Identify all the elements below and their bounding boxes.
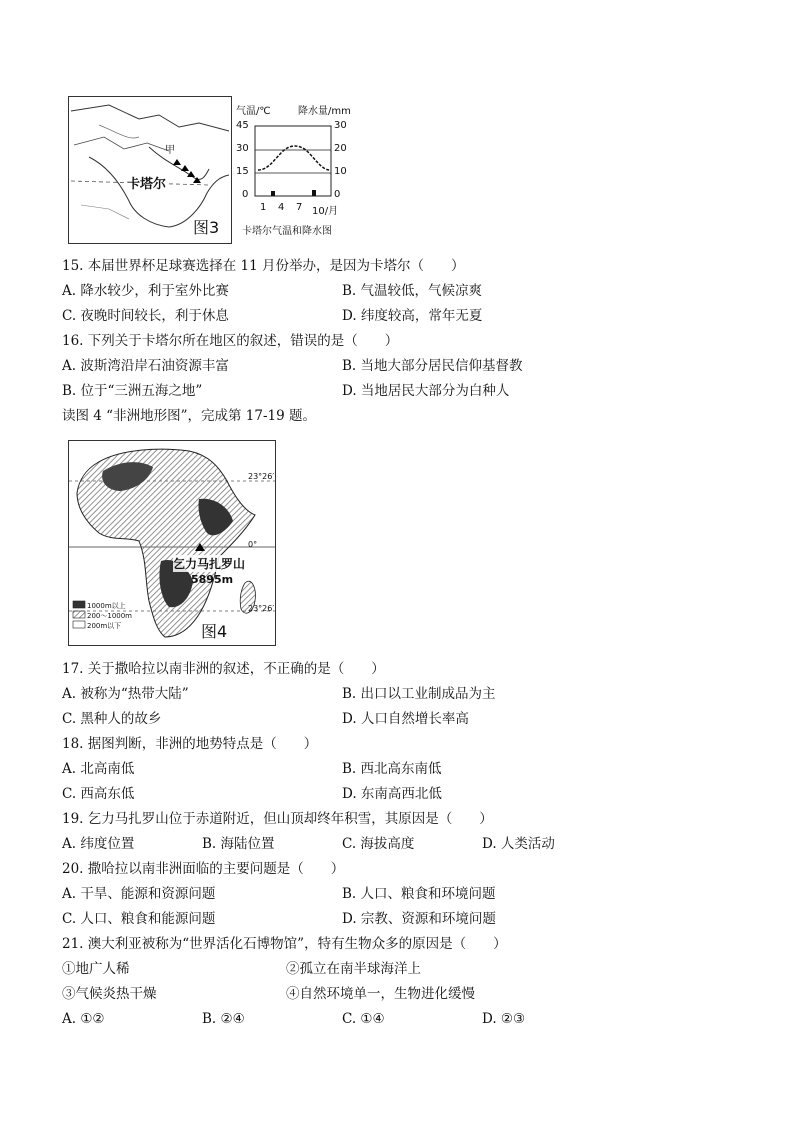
month-tick-10: 10/月 xyxy=(312,206,339,217)
temp-tick-15: 15 xyxy=(236,166,249,177)
q20-option-b: B. 人口、粮食和环境问题 xyxy=(342,886,496,902)
latitude-label-south: 23°26′ xyxy=(248,604,275,613)
month-tick-1: 1 xyxy=(260,202,267,213)
q18-option-c: C. 西高东低 xyxy=(62,786,135,802)
climate-plot-area xyxy=(254,124,332,198)
mountain-height-label: 5895m xyxy=(191,573,234,586)
q17-stem: 17. 关于撒哈拉以南非洲的叙述，不正确的是（ ） xyxy=(62,661,385,677)
q19-option-a: A. 纬度位置 xyxy=(62,836,135,852)
q17-option-b: B. 出口以工业制成品为主 xyxy=(342,686,496,702)
temp-tick-30: 30 xyxy=(236,143,249,154)
q15-option-b: B. 气温较低，气候凉爽 xyxy=(342,283,483,299)
legend-label-above-1000m: 1000m以上 xyxy=(87,602,126,610)
q18-option-b: B. 西北高东南低 xyxy=(342,761,442,777)
temperature-axis-title: 气温/℃ xyxy=(236,106,271,117)
q19-stem: 19. 乞力马扎罗山位于赤道附近，但山顶却终年积雪，其原因是（ ） xyxy=(62,811,493,827)
figure-4-number: 图4 xyxy=(201,622,228,641)
q16-option-d: D. 当地居民大部分为白种人 xyxy=(342,383,510,399)
climate-chart-caption: 卡塔尔气温和降水图 xyxy=(242,226,332,237)
q18-stem: 18. 据图判断，非洲的地势特点是（ ） xyxy=(62,736,318,752)
month-tick-7: 7 xyxy=(296,202,303,213)
q15-option-d: D. 纬度较高，常年无夏 xyxy=(342,308,483,324)
map-label-jia: 甲 xyxy=(165,145,175,156)
q17-option-c: C. 黑种人的故乡 xyxy=(62,711,162,727)
q17-option-d: D. 人口自然增长率高 xyxy=(342,711,469,727)
figure-3-map xyxy=(68,96,232,244)
q19-option-d: D. 人类活动 xyxy=(482,836,555,852)
q19-option-c: C. 海拔高度 xyxy=(342,836,415,852)
legend-swatch-above-1000m xyxy=(73,601,85,608)
q18-option-d: D. 东南高西北低 xyxy=(342,786,442,802)
q21-option-c: C. ①④ xyxy=(342,1011,385,1027)
precip-tick-0: 0 xyxy=(334,189,341,200)
precip-tick-10: 10 xyxy=(334,166,347,177)
q15-option-a: A. 降水较少，利于室外比赛 xyxy=(62,283,229,299)
precip-tick-20: 20 xyxy=(334,143,347,154)
q16-option-b: B. 当地大部分居民信仰基督教 xyxy=(342,358,523,374)
temp-tick-0: 0 xyxy=(242,189,249,200)
q20-option-c: C. 人口、粮食和能源问题 xyxy=(62,911,216,927)
legend-swatch-200-1000m xyxy=(73,611,85,618)
precip-bar-april xyxy=(271,191,275,196)
q21-statement-3: ③气候炎热干燥 xyxy=(62,986,157,1002)
q18-option-a: A. 北高南低 xyxy=(62,761,135,777)
q21-option-d: D. ②③ xyxy=(482,1011,526,1027)
q21-statement-1: ①地广人稀 xyxy=(62,961,130,977)
q16-option-a: A. 波斯湾沿岸石油资源丰富 xyxy=(62,358,229,374)
q20-option-d: D. 宗教、资源和环境问题 xyxy=(342,911,496,927)
latitude-label-equator: 0° xyxy=(248,540,258,549)
q21-statement-2: ②孤立在南半球海洋上 xyxy=(286,961,421,977)
figure-3-number: 图3 xyxy=(193,218,220,237)
latitude-label-north: 23°26′ xyxy=(248,472,275,481)
figure-4-intro: 读图 4 “非洲地形图”，完成第 17-19 题。 xyxy=(62,408,316,424)
figure-4-africa-map xyxy=(68,440,276,646)
q21-option-a: A. ①② xyxy=(62,1011,105,1027)
q15-stem: 15. 本届世界杯足球赛选择在 11 月份举办，是因为卡塔尔（ ） xyxy=(62,258,465,274)
q16-option-c: B. 位于“三洲五海之地” xyxy=(62,383,203,399)
q15-option-c: C. 夜晚时间较长，利于休息 xyxy=(62,308,229,324)
mountain-name-label: 乞力马扎罗山 xyxy=(173,557,246,571)
q20-stem: 20. 撒哈拉以南非洲面临的主要问题是（ ） xyxy=(62,861,345,877)
q21-stem: 21. 澳大利亚被称为“世界活化石博物馆”，特有生物众多的原因是（ ） xyxy=(62,936,507,952)
precip-bar-october xyxy=(312,190,316,196)
precipitation-axis-title: 降水量/mm xyxy=(298,106,351,117)
q16-stem: 16. 下列关于卡塔尔所在地区的叙述，错误的是（ ） xyxy=(62,333,399,349)
qatar-climate-chart xyxy=(234,100,362,240)
map-label-qatar: 卡塔尔 xyxy=(127,173,166,192)
precip-tick-30: 30 xyxy=(334,120,347,131)
month-tick-4: 4 xyxy=(278,202,285,213)
legend-label-200-1000m: 200～1000m xyxy=(87,612,132,620)
q19-option-b: B. 海陆位置 xyxy=(202,836,275,852)
q17-option-a: A. 被称为“热带大陆” xyxy=(62,686,189,702)
temp-tick-45: 45 xyxy=(236,120,249,131)
q20-option-a: A. 干旱、能源和资源问题 xyxy=(62,886,216,902)
q21-option-b: B. ②④ xyxy=(202,1011,245,1027)
legend-swatch-below-200m xyxy=(73,621,85,628)
q21-statement-4: ④自然环境单一，生物进化缓慢 xyxy=(286,986,475,1002)
legend-label-below-200m: 200m以下 xyxy=(87,622,122,630)
